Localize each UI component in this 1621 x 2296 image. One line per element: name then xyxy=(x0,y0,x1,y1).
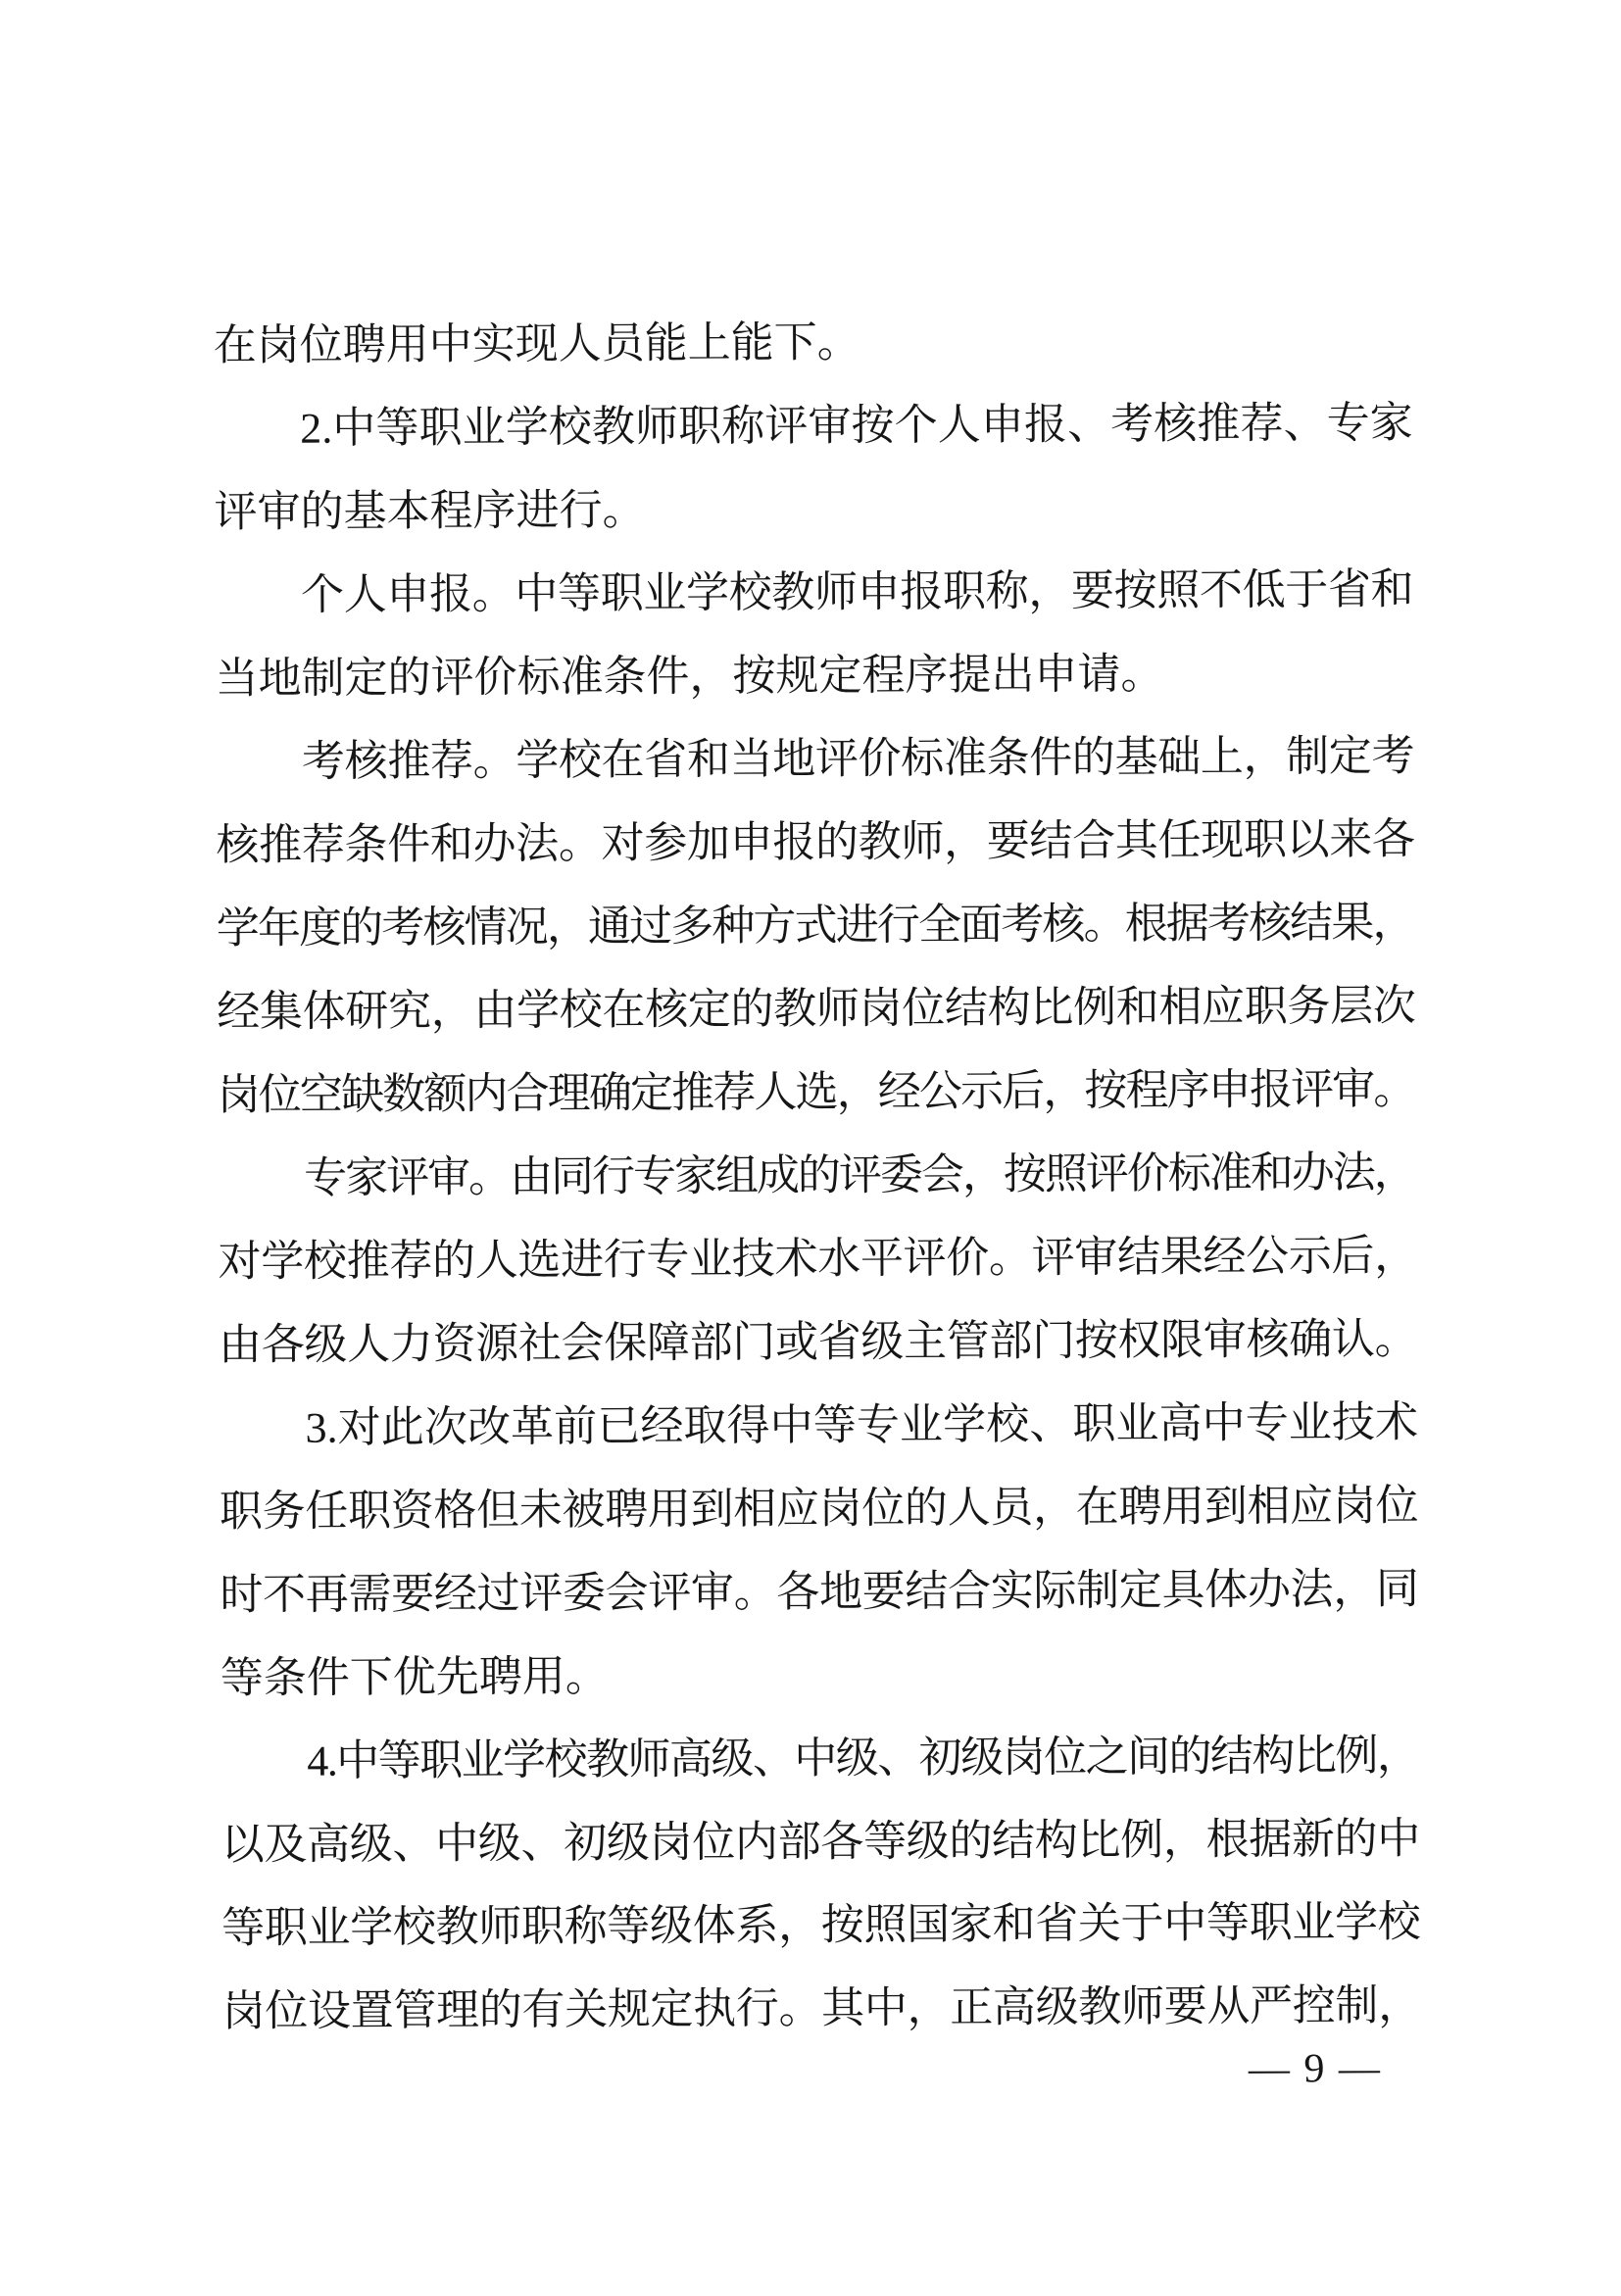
text-line xyxy=(218,1214,1417,1303)
text-line-content: 等职业学校教师职称等级体系，按照国家和省关于中等职业学校 xyxy=(221,1897,1421,1953)
text-line-content: 由各级人力资源社会保障部门或省级主管部门按权限审核确认。 xyxy=(218,1314,1418,1370)
text-line xyxy=(221,1631,1420,1720)
text-line-content: 对学校推荐的人选进行专业技术水平评价。评审结果经公示后， xyxy=(218,1231,1417,1287)
text-line-content: 在岗位聘用中实现人员能上能下。 xyxy=(213,318,860,370)
text-line-content: 学年度的考核情况，通过多种方式进行全面考核。根据考核结果， xyxy=(216,898,1414,953)
text-line xyxy=(220,1547,1419,1637)
text-line xyxy=(221,1797,1421,1886)
text-line xyxy=(221,1881,1421,1970)
text-line xyxy=(216,798,1415,887)
text-line-content: 个人申报。中等职业学校教师申报职称，要按照不低于省和 xyxy=(300,564,1414,619)
text-line xyxy=(221,1964,1421,2053)
text-line xyxy=(213,298,1412,387)
text-line xyxy=(215,548,1414,637)
text-line-content: 时不再需要经过评委会评审。各地要结合实际制定具体办法，同 xyxy=(220,1564,1419,1620)
text-line-content: 当地制定的评价标准条件，按规定程序提出申请。 xyxy=(215,650,1164,704)
text-line xyxy=(217,1048,1416,1137)
text-line-content: 经集体研究，由学校在核定的教师岗位结构比例和相应职务层次 xyxy=(217,981,1416,1037)
text-line-content: 4.中等职业学校教师高级、中级、初级岗位之间的结构比例， xyxy=(307,1731,1419,1785)
text-line-content: 3.对此次改革前已经取得中等专业学校、职业高中专业技术 xyxy=(305,1397,1419,1452)
text-line xyxy=(217,964,1416,1053)
page-number: — 9 — xyxy=(1248,2045,1383,2092)
text-line xyxy=(219,1297,1418,1387)
text-line xyxy=(218,1131,1417,1220)
text-block xyxy=(213,298,1421,2053)
text-line-content: 评审的基本程序进行。 xyxy=(214,485,646,537)
text-line xyxy=(217,881,1416,970)
text-line xyxy=(216,714,1415,804)
text-line-content: 以及高级、中级、初级岗位内部各等级的结构比例，根据新的中 xyxy=(221,1814,1421,1870)
text-line xyxy=(214,464,1413,554)
text-line-content: 岗位空缺数额内合理确定推荐人选，经公示后，按程序申报评审。 xyxy=(217,1064,1415,1120)
text-line xyxy=(221,1714,1420,1803)
text-line-content: 考核推荐。学校在省和当地评价标准条件的基础上，制定考 xyxy=(301,731,1415,786)
text-line-content: 核推荐条件和办法。对参加申报的教师，要结合其任现职以来各 xyxy=(216,814,1415,870)
text-line-content: 等条件下优先聘用。 xyxy=(220,1652,609,1703)
text-line-content: 岗位设置管理的有关规定执行。其中，正高级教师要从严控制， xyxy=(221,1980,1421,2036)
text-line xyxy=(215,631,1414,720)
text-line xyxy=(220,1464,1419,1553)
text-line-content: 职务任职资格但未被聘用到相应岗位的人员，在聘用到相应岗位 xyxy=(219,1481,1419,1537)
text-line xyxy=(214,381,1413,470)
text-line-content: 2.中等职业学校教师职称评审按个人申报、考核推荐、专家 xyxy=(300,398,1413,453)
text-line-content: 专家评审。由同行专家组成的评委会，按照评价标准和办法， xyxy=(304,1148,1415,1202)
text-line xyxy=(219,1381,1418,1470)
